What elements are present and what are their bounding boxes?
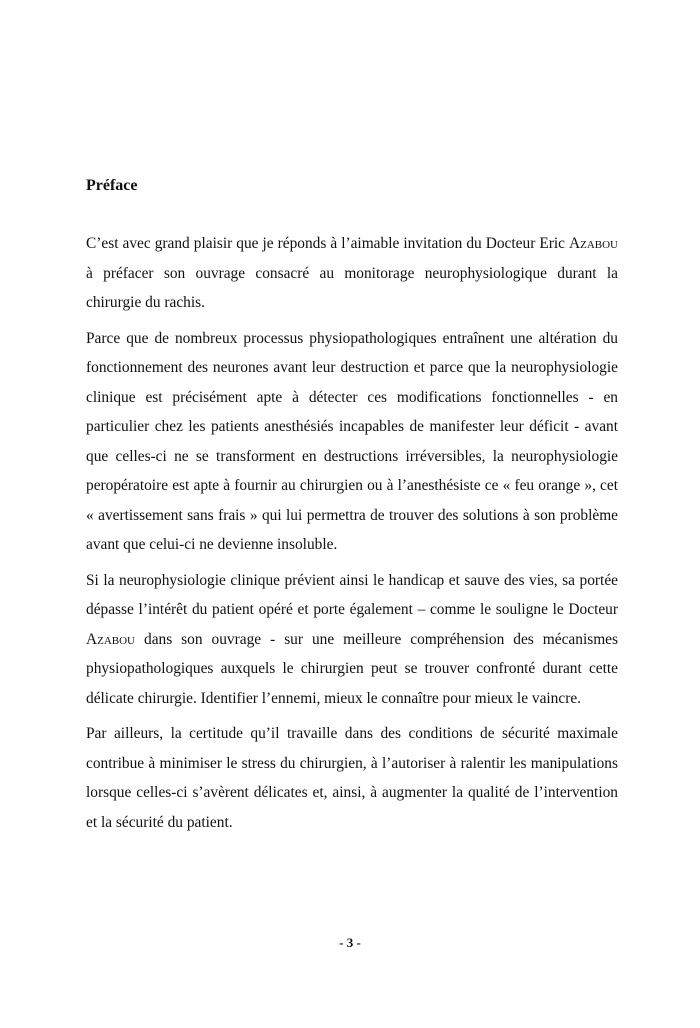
paragraph-1: [86, 229, 618, 318]
paragraph-3-text-end: dans son ouvrage - sur une meilleure compréhension des mécanismes physiopathologiques auxquels le chirurgien peut se trouver confronté durant cette délicate chirurgie. Identifier l’ennemi, mieux le connaître pour mieux le vaincre.: [86, 630, 618, 707]
author-name: Azabou: [86, 630, 136, 648]
page-title: Préface: [86, 177, 138, 194]
author-name: Azabou: [568, 235, 618, 252]
paragraph-1-text-start: C’est avec grand plaisir que je réponds à l’aimable invitation du Docteur Eric: [86, 235, 569, 252]
paragraph-3-text-start: Si la neurophysiologie clinique prévient ainsi le handicap et sauve des vies, sa portée dépasse l’intérêt du patient opéré et porte également – comme le souligne le Docteur: [86, 571, 618, 618]
paragraph-4: Par ailleurs, la certitude qu’il travaille dans des conditions de sécurité maximale contribue à minimiser le stress du chirurgien, à l’autoriser à ralentir les manipulations lorsque celles-ci s’avèrent délicates et, ainsi, à augmenter la qualité de l’intervention et la sécurité du patient.: [86, 725, 618, 831]
paragraph-2: Parce que de nombreux processus physiopathologiques entraînent une altération du fonctionnement des neurones avant leur destruction et parce que la neurophysiologie clinique est précisément apte à détecter ces modifications fonctionnelles - en particulier chez les patients anesthésiés incapables de manifester leur déficit - avant que celles-ci ne se transforment en destructions irréversibles, la neurophysiologie peropératoire est apte à fournir au chirurgien ou à l’anesthésiste ce « feu orange », cet « avertissement sans frais » qui lui permettra de trouver des solutions à son problème avant que celui-ci ne devienne insoluble.: [86, 329, 618, 553]
paragraph-1-text-end: à préfacer son ouvrage consacré au monitorage neurophysiologique durant la chirurgie du rachis.: [86, 264, 618, 311]
preface-body: [86, 229, 618, 843]
page-number: - 3 -: [339, 935, 361, 950]
paragraph-3: [86, 566, 618, 714]
